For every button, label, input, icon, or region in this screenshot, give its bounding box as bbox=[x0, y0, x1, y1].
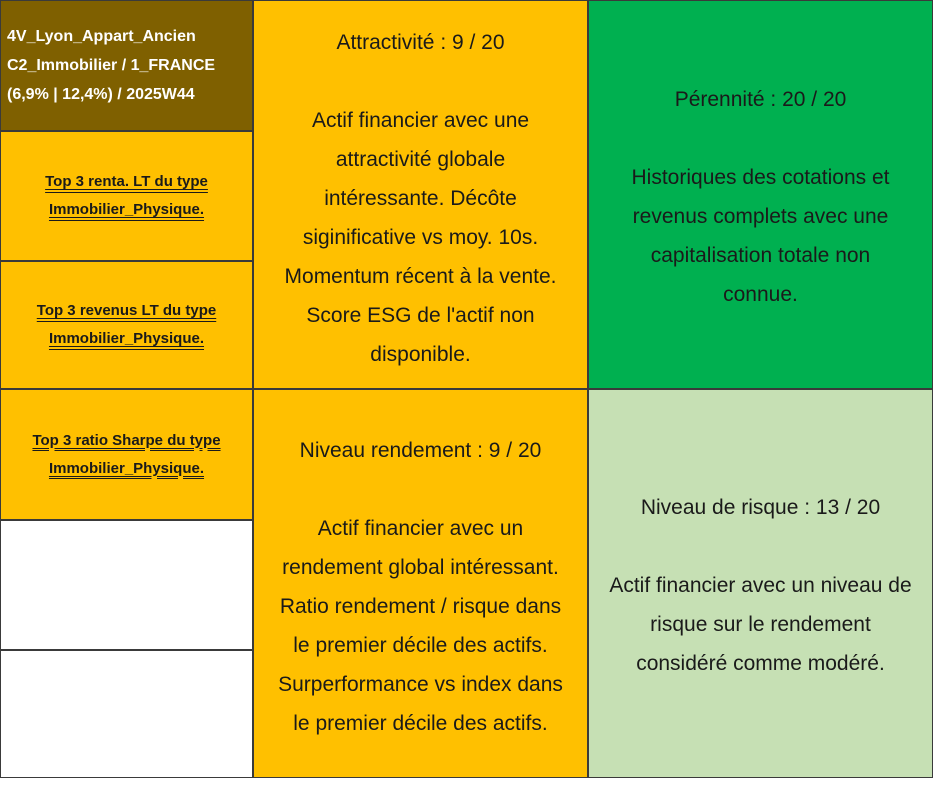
empty-cell bbox=[0, 650, 253, 778]
perennite-description: Historiques des cotations et revenus complets avec une capitalisation totale non connue. bbox=[631, 166, 890, 306]
asset-performance: (6,9% | 12,4%) / 2025W44 bbox=[7, 86, 195, 103]
attractivite-title: Attractivité : 9 / 20 bbox=[336, 31, 505, 54]
asset-header bbox=[0, 0, 253, 131]
attractivite-cell bbox=[253, 0, 588, 389]
asset-name: 4V_Lyon_Appart_Ancien bbox=[7, 28, 196, 45]
perennite-title: Pérennité : 20 / 20 bbox=[674, 88, 847, 111]
attractivite-description: Actif financier avec une attractivité globale intéressante. Décôte siginificative vs moy. 10s. Momentum récent à la vente. Score ESG de l'actif non disponible. bbox=[284, 109, 557, 366]
rendement-cell bbox=[253, 389, 588, 778]
risque-cell bbox=[588, 389, 933, 778]
top-revenus-link[interactable]: Top 3 revenus LT du type Immobilier_Physique. bbox=[36, 302, 217, 347]
empty-cell bbox=[0, 520, 253, 650]
top-renta-link[interactable]: Top 3 renta. LT du type Immobilier_Physique. bbox=[45, 173, 208, 218]
top-sharpe-link[interactable]: Top 3 ratio Sharpe du type Immobilier_Physique. bbox=[32, 431, 221, 477]
top-sharpe-link-cell bbox=[0, 389, 253, 520]
perennite-cell bbox=[588, 0, 933, 389]
asset-category: C2_Immobilier / 1_FRANCE bbox=[7, 57, 216, 74]
risque-description: Actif financier avec un niveau de risque sur le rendement considéré comme modéré. bbox=[609, 574, 912, 675]
rendement-title: Niveau rendement : 9 / 20 bbox=[299, 439, 542, 462]
rendement-description: Actif financier avec un rendement global intéressant. Ratio rendement / risque dans le premier décile des actifs. Surperformance vs index dans le premier décile des actifs. bbox=[278, 517, 563, 735]
top-renta-link-cell bbox=[0, 131, 253, 261]
risque-title: Niveau de risque : 13 / 20 bbox=[640, 496, 881, 519]
top-revenus-link-cell bbox=[0, 261, 253, 389]
